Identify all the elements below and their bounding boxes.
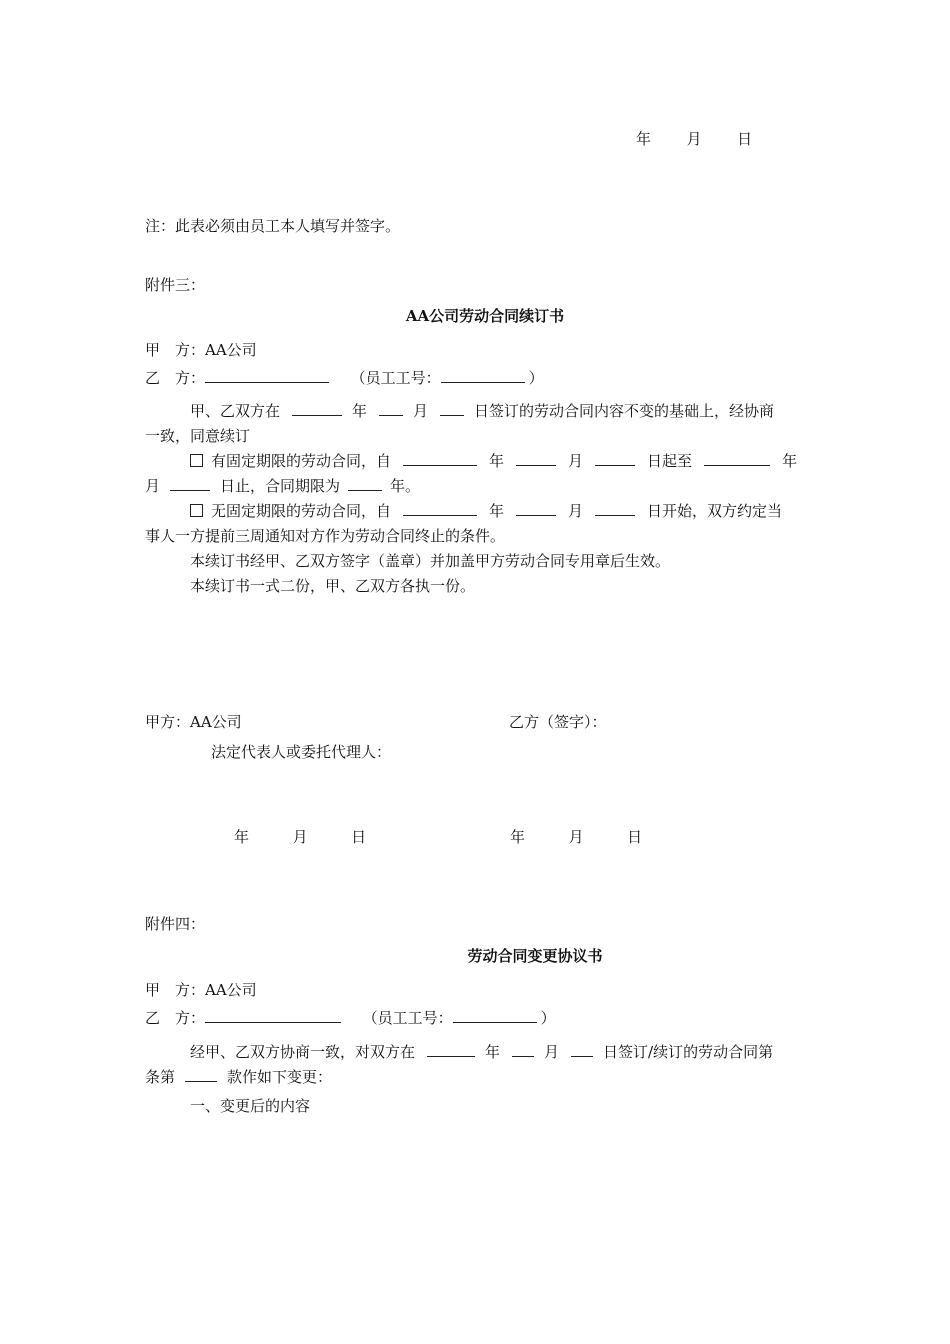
annex4-item1: 一、变更后的内容 xyxy=(190,1097,311,1115)
annex4-para1-line1 xyxy=(190,1042,773,1062)
annex3-option2-line2: 事人一方提前三周通知对方作为劳动合同终止的条件。 xyxy=(145,527,506,545)
annex3-para1-year-field[interactable] xyxy=(292,401,342,416)
annex3-party-a: 甲 方：AA公司 xyxy=(145,341,257,359)
annex4-party-a: 甲 方：AA公司 xyxy=(145,981,257,999)
annex4-para1-month: 月 xyxy=(544,1043,560,1061)
note: 注：此表必须由员工本人填写并签字。 xyxy=(145,217,401,235)
annex3-option2-month-field[interactable] xyxy=(516,501,556,516)
annex3-option2-month: 月 xyxy=(568,502,584,520)
annex3-option2-day-field[interactable] xyxy=(595,501,635,516)
annex3-option1-month-field[interactable] xyxy=(516,451,556,466)
annex3-option1-day2-field[interactable] xyxy=(170,476,210,491)
annex3-option1-line2 xyxy=(145,476,420,496)
annex3-option1-text-b: 日起至 xyxy=(647,452,693,470)
annex3-date-a xyxy=(234,827,366,847)
annex4-clause-field[interactable] xyxy=(185,1067,217,1082)
annex3-representative: 法定代表人或委托代理人： xyxy=(211,743,392,761)
annex3-para1-text-a: 甲、乙双方在 xyxy=(190,402,281,420)
annex3-date-a-day: 日 xyxy=(351,828,367,846)
annex4-party-b-label: 乙 方： xyxy=(145,1009,206,1027)
annex3-option1-year2-field[interactable] xyxy=(704,451,770,466)
annex4-party-b-field[interactable] xyxy=(205,1008,341,1023)
annex3-copies-clause: 本续订书一式二份，甲、乙双方各执一份。 xyxy=(190,577,476,595)
annex3-para1-line1 xyxy=(190,401,774,421)
annex3-option1-month2: 月 xyxy=(145,477,161,495)
annex3-para1-month: 月 xyxy=(413,402,429,420)
annex3-option1-day-field[interactable] xyxy=(595,451,635,466)
annex3-party-b-label: 乙 方： xyxy=(145,369,206,387)
annex3-emp-no-field[interactable] xyxy=(441,368,525,383)
annex3-date-a-month: 月 xyxy=(292,828,308,846)
annex4-para1-text-c: 条第 xyxy=(145,1068,176,1086)
annex4-emp-no-label: （员工工号： xyxy=(362,1009,453,1027)
annex4-title: 劳动合同变更协议书 xyxy=(467,947,603,965)
annex4-para1-month-field[interactable] xyxy=(512,1042,534,1057)
annex3-sign-party-b: 乙方（签字）： xyxy=(509,713,607,731)
annex4-party-b-line xyxy=(145,1008,556,1028)
top-date xyxy=(636,129,752,149)
annex4-para1-text-b: 日签订/续订的劳动合同第 xyxy=(603,1043,774,1061)
annex4-para1-day-field[interactable] xyxy=(571,1042,593,1057)
annex3-emp-no-label: （员工工号： xyxy=(350,369,441,387)
annex3-option1-text-a: 有固定期限的劳动合同，自 xyxy=(211,452,392,470)
annex3-option2-checkbox[interactable] xyxy=(190,504,203,517)
annex3-option1-year-field[interactable] xyxy=(403,451,477,466)
annex4-emp-no-close: ） xyxy=(540,1009,556,1027)
annex3-option2-year: 年 xyxy=(489,502,505,520)
annex4-para1-text-d: 款作如下变更： xyxy=(227,1068,333,1086)
annex3-option2-text-b: 日开始，双方约定当 xyxy=(647,502,783,520)
annex3-option1-year: 年 xyxy=(489,452,505,470)
annex3-option1-term-field[interactable] xyxy=(348,476,382,491)
top-date-year: 年 xyxy=(636,130,652,148)
top-date-month: 月 xyxy=(686,130,702,148)
annex4-emp-no-field[interactable] xyxy=(453,1008,537,1023)
annex3-para1-year: 年 xyxy=(352,402,368,420)
annex3-date-a-year: 年 xyxy=(234,828,250,846)
annex3-date-b-month: 月 xyxy=(568,828,584,846)
annex3-sign-party-a: 甲方：AA公司 xyxy=(145,713,242,731)
annex3-title: AA公司劳动合同续订书 xyxy=(405,307,565,325)
annex4-label: 附件四： xyxy=(145,915,206,933)
annex3-option1-text-d: 年。 xyxy=(390,477,421,495)
annex3-option2-line1 xyxy=(190,501,782,521)
annex3-option2-text-a: 无固定期限的劳动合同，自 xyxy=(211,502,392,520)
annex3-date-b-day: 日 xyxy=(627,828,643,846)
annex3-effect-clause: 本续订书经甲、乙双方签字（盖章）并加盖甲方劳动合同专用章后生效。 xyxy=(190,552,671,570)
annex3-para1-text-b: 日签订的劳动合同内容不变的基础上，经协商 xyxy=(474,402,775,420)
annex3-date-b xyxy=(510,827,642,847)
annex4-para1-year-field[interactable] xyxy=(427,1042,475,1057)
annex3-party-b-line xyxy=(145,368,544,388)
annex3-option1-checkbox[interactable] xyxy=(190,454,203,467)
annex3-option1-line1 xyxy=(190,451,797,471)
annex4-para1-line2 xyxy=(145,1067,332,1087)
annex3-option1-year2: 年 xyxy=(782,452,798,470)
annex3-party-b-field[interactable] xyxy=(205,368,329,383)
annex3-emp-no-close: ） xyxy=(528,369,544,387)
annex3-label: 附件三： xyxy=(145,276,206,294)
annex3-date-b-year: 年 xyxy=(510,828,526,846)
annex3-para1-day-field[interactable] xyxy=(440,401,464,416)
annex4-para1-year: 年 xyxy=(485,1043,501,1061)
top-date-day: 日 xyxy=(737,130,753,148)
annex3-para1-line2: 一致，同意续订 xyxy=(145,427,251,445)
annex3-option2-year-field[interactable] xyxy=(403,501,477,516)
annex4-para1-text-a: 经甲、乙双方协商一致，对双方在 xyxy=(190,1043,416,1061)
annex3-option1-text-c: 日止，合同期限为 xyxy=(220,477,341,495)
annex3-para1-month-field[interactable] xyxy=(379,401,403,416)
annex3-option1-month: 月 xyxy=(568,452,584,470)
